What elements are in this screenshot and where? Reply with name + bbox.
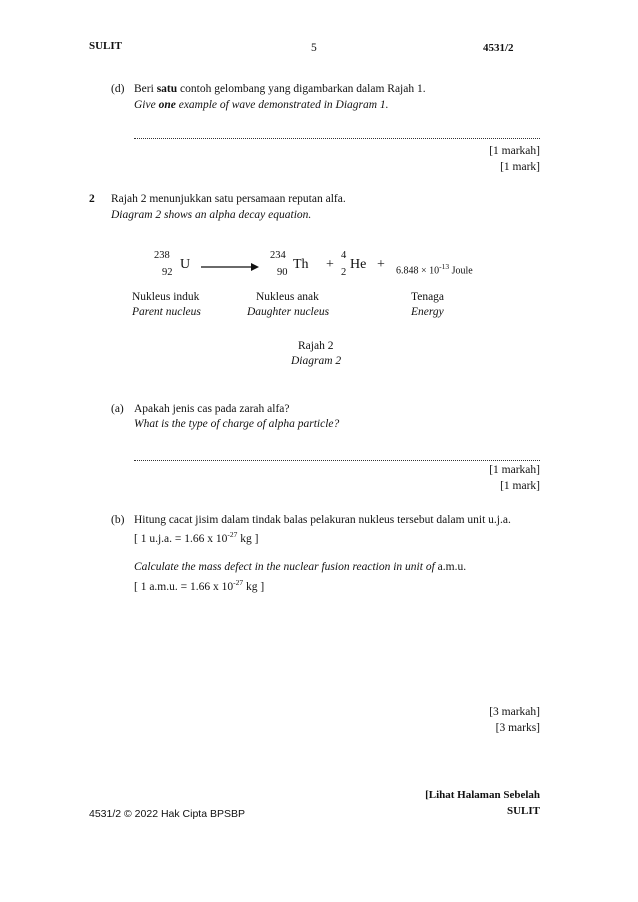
q2a-label: (a) — [111, 403, 124, 415]
q2b-constant-ms: [ 1 u.j.a. = 1.66 x $10^{-27}$ kg ] — [134, 530, 259, 545]
parent-nucleus-label-en: Parent nucleus — [132, 306, 201, 318]
q1d-text-en: Give one example of wave demonstrated in Diagram 1. — [134, 99, 389, 111]
q2b-marks-en: [3 marks] — [495, 722, 540, 734]
q1d-text-ms: Beri satu contoh gelombang yang digambarkan dalam Rajah 1. — [134, 83, 426, 95]
q1d-marks-ms: [1 markah] — [489, 145, 540, 157]
diagram-caption-ms: Rajah 2 — [298, 340, 334, 352]
q2b-text-en: Calculate the mass defect in the nuclear fusion reaction in unit of a.m.u. — [134, 561, 467, 573]
helium-atomic-number: 2 — [341, 267, 347, 278]
helium-symbol: He — [350, 257, 367, 272]
equation-plus-1: + — [326, 257, 334, 272]
energy-label-en: Energy — [411, 306, 444, 318]
uranium-symbol: U — [180, 257, 191, 272]
header-sulit: SULIT — [89, 40, 123, 52]
energy-value: $6.848 \times 10^{-13}$ Joule — [396, 262, 473, 277]
uranium-atomic-number: 92 — [162, 267, 173, 278]
q2b-constant-en: [ 1 a.m.u. = 1.66 x $10^{-27}$ kg ] — [134, 578, 265, 593]
helium-mass-number: 4 — [341, 250, 347, 261]
thorium-mass-number: 234 — [270, 250, 286, 261]
diagram-caption-en: Diagram 2 — [291, 355, 342, 367]
daughter-nucleus-label-ms: Nukleus anak — [256, 291, 319, 303]
footer-copyright: 4531/2 © 2022 Hak Cipta BPSBP — [89, 808, 245, 820]
reaction-arrow-icon — [201, 261, 259, 273]
footer-sulit: SULIT — [506, 805, 540, 817]
page-number: 5 — [311, 42, 317, 54]
q2-intro-en: Diagram 2 shows an alpha decay equation. — [111, 209, 312, 221]
q2b-label: (b) — [111, 514, 125, 526]
q2-number: 2 — [89, 193, 95, 205]
header-paper-code: 4531/2 — [483, 42, 514, 54]
q2a-text-ms: Apakah jenis cas pada zarah alfa? — [134, 403, 290, 415]
thorium-symbol: Th — [293, 257, 309, 272]
q2-intro-ms: Rajah 2 menunjukkan satu persamaan reputan alfa. — [111, 193, 346, 205]
q2a-answer-line — [134, 460, 540, 461]
daughter-nucleus-label-en: Daughter nucleus — [247, 306, 330, 318]
energy-label-ms: Tenaga — [411, 291, 445, 303]
q2a-marks-ms: [1 markah] — [489, 464, 540, 476]
q1d-answer-line — [134, 138, 540, 139]
q2a-text-en: What is the type of charge of alpha particle? — [134, 418, 340, 430]
q2a-marks-en: [1 mark] — [500, 480, 540, 492]
footer-turn-over: [Lihat Halaman Sebelah — [425, 789, 540, 801]
equation-plus-2: + — [377, 257, 385, 272]
parent-nucleus-label-ms: Nukleus induk — [132, 291, 200, 303]
q2b-text-ms: Hitung cacat jisim dalam tindak balas pelakuran nukleus tersebut dalam unit u.j.a. — [134, 514, 511, 526]
uranium-mass-number: 238 — [154, 250, 170, 261]
thorium-atomic-number: 90 — [277, 267, 288, 278]
q2b-marks-ms: [3 markah] — [489, 706, 540, 718]
q1d-marks-en: [1 mark] — [500, 161, 540, 173]
q1d-label: (d) — [111, 83, 125, 95]
